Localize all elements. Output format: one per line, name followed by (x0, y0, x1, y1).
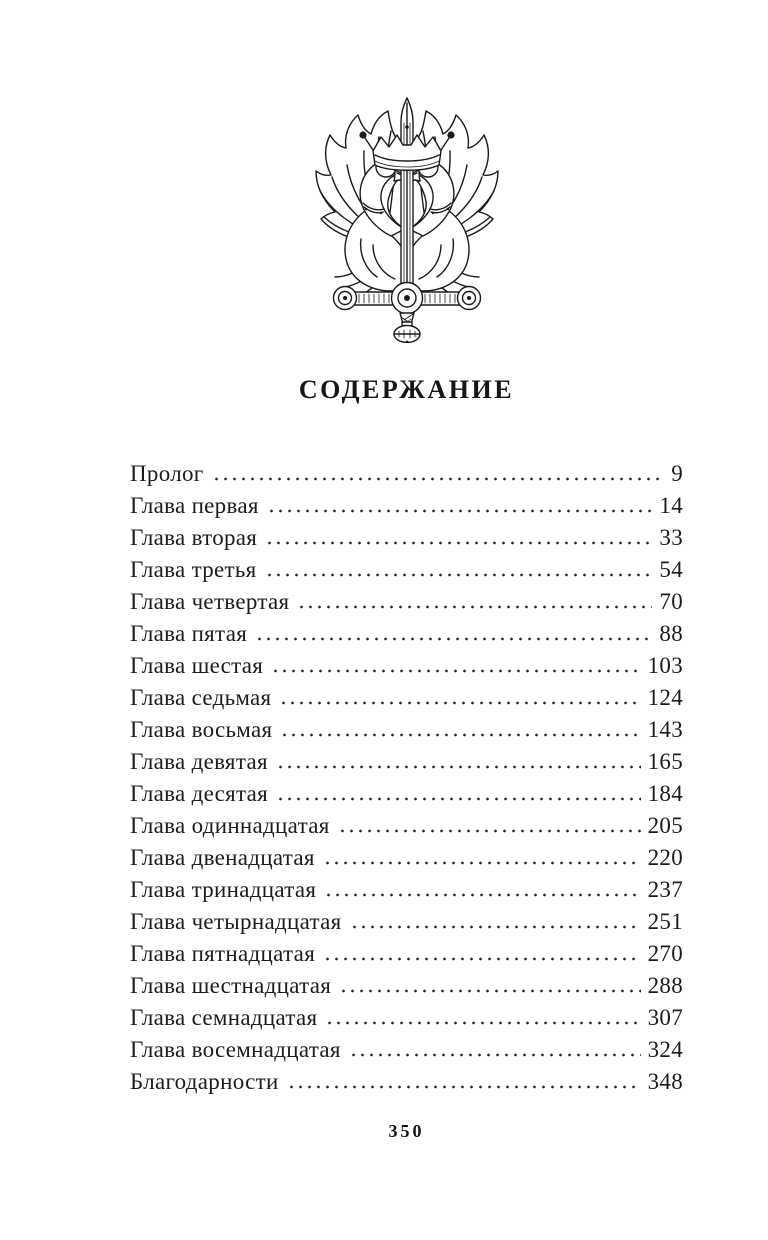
toc-entry-page-number: 33 (659, 525, 683, 550)
dot-leader (349, 1053, 641, 1057)
toc-entry-label: Глава восьмая (130, 717, 273, 742)
toc-entry-label: Глава пятая (130, 621, 248, 646)
toc-entry (130, 458, 683, 490)
toc-entry-label: Глава третья (130, 557, 257, 582)
toc-entry-label: Глава шестнадцатая (130, 973, 332, 998)
swans-sword-crown-emblem-icon (307, 93, 507, 343)
toc-entry-label: Глава вторая (130, 525, 258, 550)
content-column (130, 0, 683, 1142)
toc-entry (130, 746, 683, 778)
dot-leader (297, 605, 652, 609)
toc-entry-label: Благодарности (130, 1069, 279, 1094)
table-of-contents (130, 458, 683, 1098)
dot-leader (267, 509, 653, 513)
dot-leader (265, 573, 653, 577)
page-title: СОДЕРЖАНИЕ (298, 375, 515, 404)
dot-leader (280, 733, 640, 737)
toc-entry-page-number: 348 (647, 1069, 683, 1094)
toc-entry (130, 650, 683, 682)
dot-leader (255, 637, 652, 641)
toc-entry-page-number: 143 (647, 717, 683, 742)
folio-page-number: 350 (388, 1121, 425, 1141)
toc-entry (130, 1034, 683, 1066)
toc-entry (130, 970, 683, 1002)
toc-entry-label: Глава первая (130, 493, 259, 518)
toc-entry-page-number: 14 (659, 493, 683, 518)
dot-leader (276, 765, 641, 769)
dot-leader (271, 669, 640, 673)
toc-entry-page-number: 165 (647, 749, 683, 774)
toc-entry-label: Глава четвертая (130, 589, 290, 614)
toc-entry (130, 938, 683, 970)
toc-entry-label: Глава шестая (130, 653, 264, 678)
toc-entry-page-number: 237 (647, 877, 683, 902)
toc-entry (130, 1002, 683, 1034)
dot-leader (350, 925, 641, 929)
publisher-emblem (307, 93, 507, 343)
toc-entry-label: Глава четырнадцатая (130, 909, 342, 934)
dot-leader (212, 477, 665, 481)
toc-entry-label: Глава семнадцатая (130, 1005, 318, 1030)
toc-entry-page-number: 251 (647, 909, 683, 934)
toc-entry-label: Глава восемнадцатая (130, 1037, 341, 1062)
toc-entry (130, 906, 683, 938)
toc-entry (130, 810, 683, 842)
dot-leader (323, 861, 641, 865)
toc-entry-page-number: 220 (647, 845, 683, 870)
toc-entry (130, 618, 683, 650)
toc-entry (130, 1066, 683, 1098)
toc-entry (130, 714, 683, 746)
toc-entry-label: Глава одиннадцатая (130, 813, 330, 838)
toc-entry-label: Глава двенадцатая (130, 845, 315, 870)
toc-entry-label: Глава седьмая (130, 685, 272, 710)
toc-entry-page-number: 103 (647, 653, 683, 678)
toc-entry-page-number: 9 (671, 461, 683, 486)
dot-leader (325, 1021, 640, 1025)
dot-leader (287, 1085, 641, 1089)
toc-entry (130, 682, 683, 714)
toc-entry-label: Глава десятая (130, 781, 269, 806)
toc-entry-page-number: 288 (647, 973, 683, 998)
toc-entry-page-number: 124 (647, 685, 683, 710)
toc-entry (130, 490, 683, 522)
dot-leader (324, 893, 640, 897)
toc-entry-page-number: 270 (647, 941, 683, 966)
toc-entry-label: Глава девятая (130, 749, 268, 774)
toc-entry-label: Глава пятнадцатая (130, 941, 316, 966)
dot-leader (323, 957, 641, 961)
dot-leader (338, 829, 641, 833)
dot-leader (279, 701, 640, 705)
toc-entry (130, 554, 683, 586)
toc-entry (130, 522, 683, 554)
toc-entry-page-number: 324 (647, 1037, 683, 1062)
toc-entry (130, 874, 683, 906)
toc-entry (130, 778, 683, 810)
toc-entry-page-number: 70 (659, 589, 683, 614)
toc-entry-page-number: 184 (647, 781, 683, 806)
toc-entry-label: Пролог (130, 461, 204, 486)
dot-leader (276, 797, 641, 801)
toc-entry-page-number: 307 (647, 1005, 683, 1030)
toc-entry-page-number: 205 (647, 813, 683, 838)
toc-entry (130, 842, 683, 874)
dot-leader (265, 541, 652, 545)
dot-leader (339, 989, 640, 993)
toc-entry-page-number: 88 (659, 621, 683, 646)
toc-entry-label: Глава тринадцатая (130, 877, 317, 902)
toc-entry (130, 586, 683, 618)
toc-entry-page-number: 54 (659, 557, 683, 582)
